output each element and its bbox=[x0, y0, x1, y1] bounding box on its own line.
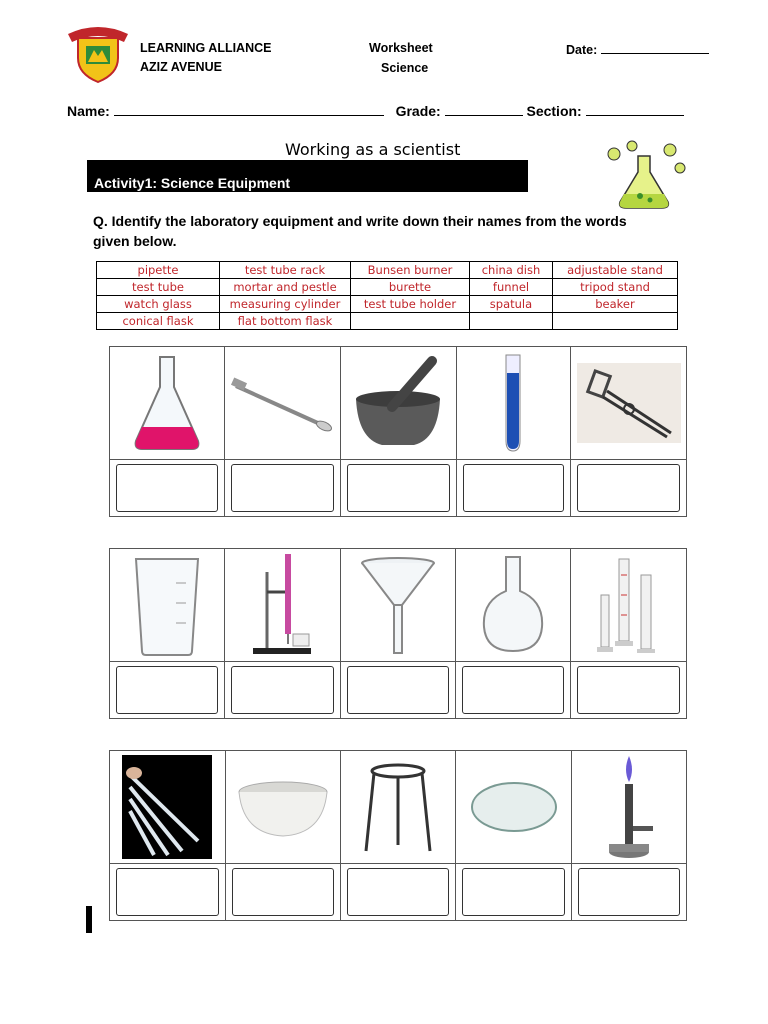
word-cell: china dish bbox=[470, 262, 553, 279]
section-label: Section: bbox=[526, 103, 582, 119]
bunsen-burner-icon bbox=[572, 754, 686, 860]
answer-box[interactable] bbox=[462, 666, 564, 714]
word-cell: measuring cylinder bbox=[220, 296, 351, 313]
word-cell: flat bottom flask bbox=[220, 313, 351, 330]
answer-box[interactable] bbox=[347, 464, 450, 512]
china-dish-icon bbox=[226, 772, 341, 842]
word-cell: spatula bbox=[470, 296, 553, 313]
grade-label: Grade: bbox=[395, 103, 441, 119]
date-label: Date: bbox=[566, 43, 598, 57]
burette-stand-icon bbox=[225, 552, 339, 658]
word-cell: beaker bbox=[553, 296, 678, 313]
worksheet-label: Worksheet bbox=[369, 41, 433, 55]
image-cell bbox=[572, 751, 687, 864]
table-row bbox=[97, 279, 678, 296]
image-cell bbox=[110, 347, 225, 460]
grade-line[interactable] bbox=[445, 103, 523, 116]
image-cell bbox=[110, 751, 226, 864]
equipment-grid-1 bbox=[109, 346, 687, 517]
image-cell bbox=[225, 549, 340, 662]
name-label: Name: bbox=[67, 103, 110, 119]
equipment-grid-2 bbox=[109, 548, 687, 719]
image-cell bbox=[110, 549, 225, 662]
tripod-stand-icon bbox=[341, 757, 455, 857]
word-cell: pipette bbox=[97, 262, 220, 279]
image-cell bbox=[456, 751, 572, 864]
answer-box[interactable] bbox=[578, 868, 680, 916]
answer-row bbox=[110, 864, 687, 921]
answer-box[interactable] bbox=[116, 666, 218, 714]
word-cell: test tube bbox=[97, 279, 220, 296]
table-row bbox=[97, 313, 678, 330]
image-cell bbox=[456, 549, 571, 662]
section-line[interactable] bbox=[586, 103, 684, 116]
image-row bbox=[110, 549, 687, 662]
answer-box[interactable] bbox=[116, 464, 218, 512]
word-cell: adjustable stand bbox=[553, 262, 678, 279]
answer-box[interactable] bbox=[231, 464, 334, 512]
test-tube-icon bbox=[457, 353, 570, 453]
page-title: Working as a scientist bbox=[285, 140, 461, 159]
word-cell: funnel bbox=[470, 279, 553, 296]
subject-label: Science bbox=[381, 61, 429, 75]
image-row bbox=[110, 347, 687, 460]
margin-marker bbox=[86, 906, 92, 933]
image-cell bbox=[456, 347, 570, 460]
word-cell: Bunsen burner bbox=[351, 262, 470, 279]
image-cell bbox=[341, 347, 457, 460]
equipment-grid-3 bbox=[109, 750, 687, 921]
pipette-icon bbox=[110, 755, 225, 859]
student-info-row bbox=[67, 103, 684, 119]
answer-box[interactable] bbox=[347, 868, 449, 916]
mortar-pestle-icon bbox=[341, 353, 456, 453]
image-cell bbox=[341, 751, 456, 864]
answer-row bbox=[110, 662, 687, 719]
name-line[interactable] bbox=[114, 103, 384, 116]
date-line bbox=[601, 41, 709, 54]
word-cell: test tube holder bbox=[351, 296, 470, 313]
school-logo bbox=[64, 24, 132, 84]
answer-box[interactable] bbox=[577, 464, 680, 512]
conical-flask-icon bbox=[110, 353, 224, 453]
word-cell: watch glass bbox=[97, 296, 220, 313]
table-row bbox=[97, 296, 678, 313]
table-row bbox=[97, 262, 678, 279]
image-cell bbox=[225, 347, 341, 460]
funnel-icon bbox=[341, 555, 455, 655]
flat-bottom-flask-icon bbox=[456, 555, 570, 655]
image-row bbox=[110, 751, 687, 864]
beaker-icon bbox=[110, 553, 224, 657]
answer-box[interactable] bbox=[231, 666, 333, 714]
word-bank-table bbox=[96, 261, 678, 330]
answer-box[interactable] bbox=[347, 666, 449, 714]
watch-glass-icon bbox=[456, 777, 571, 837]
word-cell bbox=[553, 313, 678, 330]
spatula-icon bbox=[225, 368, 340, 438]
activity-heading-bar bbox=[87, 160, 528, 192]
answer-box[interactable] bbox=[577, 666, 680, 714]
word-cell bbox=[351, 313, 470, 330]
school-name: LEARNING ALLIANCE bbox=[140, 41, 272, 55]
word-cell: tripod stand bbox=[553, 279, 678, 296]
answer-box[interactable] bbox=[232, 868, 335, 916]
image-cell bbox=[225, 751, 341, 864]
measuring-cylinder-icon bbox=[571, 555, 686, 655]
activity-heading: Activity1: Science Equipment bbox=[94, 175, 291, 191]
word-cell bbox=[470, 313, 553, 330]
answer-box[interactable] bbox=[462, 868, 565, 916]
word-cell: conical flask bbox=[97, 313, 220, 330]
school-branch: AZIZ AVENUE bbox=[140, 60, 222, 74]
date-field[interactable] bbox=[566, 41, 709, 57]
image-cell bbox=[340, 549, 455, 662]
image-cell bbox=[571, 347, 687, 460]
word-cell: mortar and pestle bbox=[220, 279, 351, 296]
word-cell: test tube rack bbox=[220, 262, 351, 279]
answer-box[interactable] bbox=[463, 464, 564, 512]
test-tube-holder-icon bbox=[571, 363, 686, 443]
word-cell: burette bbox=[351, 279, 470, 296]
answer-box[interactable] bbox=[116, 868, 219, 916]
answer-row bbox=[110, 460, 687, 517]
image-cell bbox=[571, 549, 687, 662]
question-text: Q. Identify the laboratory equipment and write down their names from the words given below. bbox=[93, 213, 627, 249]
chemistry-flask-icon bbox=[600, 136, 692, 212]
